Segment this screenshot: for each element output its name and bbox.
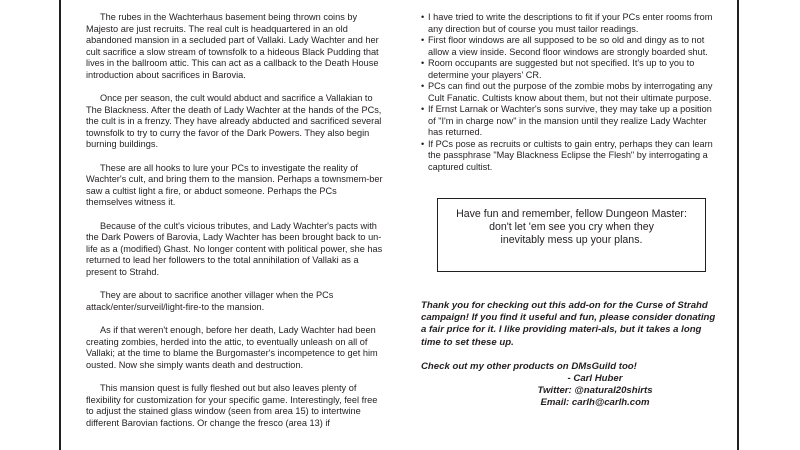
bullet-icon: • xyxy=(421,12,425,22)
paragraph-customization: This mansion quest is fully fleshed out but also leaves plenty of flexibility for customization for your specific game. Interestingly, feel free to adjust the stained glass window (seen from area 15) to intertwine different Barovian factions. Or change the fresco (area 13) if xyxy=(86,383,378,428)
author-name: - Carl Huber xyxy=(567,373,623,385)
thanks-paragraph: Thank you for checking out this add-on for the Curse of Strahd campaign! If you find it useful and fun, please consider donating a fair price for it. I like providing materi-als, but it takes a long time to set these up. xyxy=(421,300,716,348)
paragraph-cult-headquarters: The rubes in the Wachterhaus basement being thrown coins by Majesto are just recruits. The real cult is headquartered in an old abandoned mansion in a secluded part of Vallaki. Lady Wachter and her cult sacrifice a slow stream of townsfolk to a hideous Black Pudding that lives in the ballroom attic. This can act as a callback to the Death House introduction about sacrifices in Barovia. xyxy=(86,12,379,80)
callout-line: don't let 'em see you cry when they xyxy=(489,221,654,233)
thanks-section xyxy=(421,300,721,410)
callout-line: inevitably mess up your plans. xyxy=(500,234,643,246)
credits-block xyxy=(421,361,721,410)
paragraph-seasonal-sacrifice: Once per season, the cult would abduct and sacrifice a Vallakian to The Blackness. After the death of Lady Wachter at the hands of the PCs, the cult is in a frenzy. They have already abducted and sacrificed several townsfolk to try to curry the favor of the Dark Powers. They also begin burning buildings. xyxy=(86,93,382,149)
email-address: Email: carlh@carlh.com xyxy=(540,397,650,409)
bullet-icon: • xyxy=(421,58,425,68)
list-item: • If Ernst Larnak or Wachter's sons survive, they may take up a position of "I'm in charge now" in the mansion until they realize Lady Wachter has returned. xyxy=(421,104,712,137)
gm-notes-list xyxy=(421,12,721,173)
list-item: • If PCs pose as recruits or cultists to gain entry, perhaps they can learn the passphrase "May Blackness Eclipse the Flesh" by interrogating a captured cultist. xyxy=(421,138,713,172)
dm-advice-callout-box xyxy=(437,198,706,272)
other-products-line: Check out my other products on DMsGuild too! xyxy=(421,360,637,372)
left-border-rule xyxy=(59,0,61,450)
bullet-icon: • xyxy=(421,81,425,91)
callout-line: Have fun and remember, fellow Dungeon Master: xyxy=(456,208,687,220)
paragraph-ghast-return: Because of the cult's vicious tributes, and Lady Wachter's pacts with the Dark Powers of Barovia, Lady Wachter has been brought back to un-life as a (modified) Ghast. No longer content with political power, she has returned to lead her followers to the total annihilation of Vallaki as a present to Strahd. xyxy=(86,220,383,277)
list-item: • Room occupants are suggested but not specified. It's up to you to determine your players' CR. xyxy=(421,58,695,80)
right-border-rule xyxy=(737,0,739,450)
paragraph-zombies: As if that weren't enough, before her death, Lady Wachter had been creating zombies, herded into the attic, to eventually unleash on all of Vallaki; at the time to blame the Burgomaster's incompetence to get him ousted. Now she simply wants death and destruction. xyxy=(86,325,378,370)
bullet-icon: • xyxy=(421,138,425,149)
list-item: • I have tried to write the descriptions to fit if your PCs enter rooms from any direction but of course you must tailor readings. xyxy=(421,12,713,34)
twitter-handle: Twitter: @natural20shirts xyxy=(537,385,653,397)
paragraph-hooks: These are all hooks to lure your PCs to investigate the reality of Wachter's cult, and bring them to the mansion. Perhaps a townsmem-ber saw a cultist light a fire, or abduct someone. Perhaps the PCs themselves witness it. xyxy=(86,162,383,207)
left-text-column xyxy=(86,12,384,441)
list-item: • PCs can find out the purpose of the zombie mobs by interrogating any Cult Fanatic. Cultists know about them, but not their ultimate purpose. xyxy=(421,81,713,103)
list-item: • First floor windows are all supposed to be so old and dingy as to not allow a view inside. Second floor windows are strongly boarded shut. xyxy=(421,35,708,57)
right-text-column xyxy=(421,12,721,173)
paragraph-sacrifice-villager: They are about to sacrifice another villager when the PCs attack/enter/surveil/light-fire-to the mansion. xyxy=(86,290,334,312)
bullet-icon: • xyxy=(421,35,425,45)
bullet-icon: • xyxy=(421,104,425,114)
